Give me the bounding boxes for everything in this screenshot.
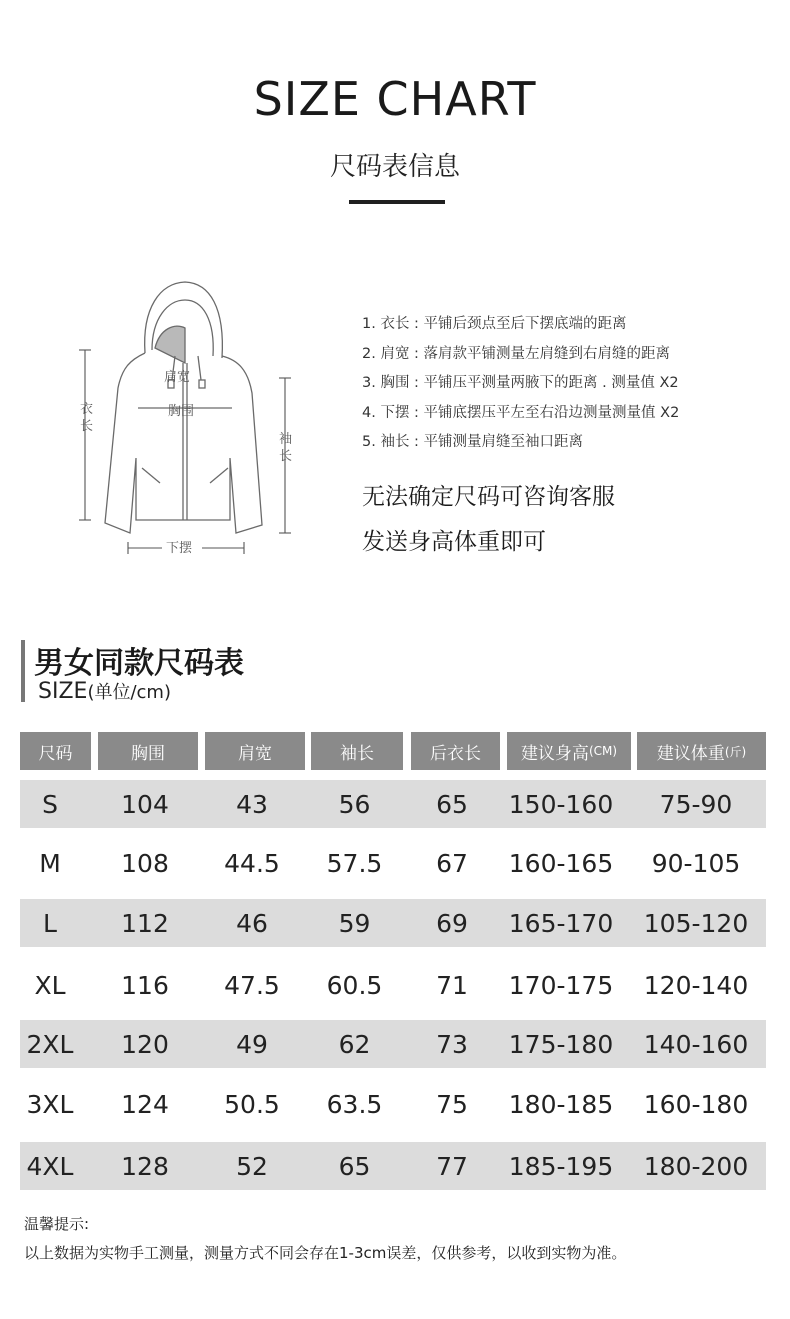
cell-length: 73 <box>436 1029 468 1059</box>
label-hem: 下摆 <box>166 541 193 556</box>
table-row <box>20 899 766 947</box>
note-item: 4. 下摆 : 平铺底摆压平左至右沿边测量测量值 X2 <box>362 404 680 421</box>
cell-size: XL <box>34 970 66 1000</box>
table-row <box>20 1020 766 1068</box>
cell-height: 165-170 <box>508 908 614 938</box>
cell-size: M <box>39 848 61 878</box>
cell-weight: 140-160 <box>643 1029 749 1059</box>
cell-chest: 124 <box>121 1089 169 1119</box>
cell-height: 180-185 <box>508 1089 614 1119</box>
cell-weight: 90-105 <box>651 848 741 878</box>
header-chest: 胸围 <box>98 732 198 770</box>
header-height: 建议身高 (CM) <box>507 732 631 770</box>
cell-length: 77 <box>436 1151 468 1181</box>
table-row <box>20 1142 766 1190</box>
jacket-diagram <box>60 268 310 568</box>
label-chest: 胸围 <box>168 404 195 419</box>
header-weight: 建议体重 (斤) <box>637 732 766 770</box>
cell-height: 150-160 <box>508 789 614 819</box>
cell-weight: 75-90 <box>659 789 733 819</box>
table-row <box>20 961 766 1009</box>
cell-shoulder: 44.5 <box>224 848 280 878</box>
cell-length: 65 <box>436 789 468 819</box>
cell-height: 160-165 <box>508 848 614 878</box>
cell-weight: 160-180 <box>643 1089 749 1119</box>
cell-chest: 116 <box>121 970 169 1000</box>
cell-sleeve: 57.5 <box>326 848 383 878</box>
table-row <box>20 839 766 887</box>
cell-weight: 120-140 <box>643 970 749 1000</box>
table-row <box>20 780 766 828</box>
note-item: 1. 衣长 : 平铺后颈点至后下摆底端的距离 <box>362 316 627 332</box>
note-item: 2. 肩宽 : 落肩款平铺测量左肩缝到右肩缝的距离 <box>362 345 671 362</box>
note-item: 5. 袖长 : 平铺测量肩缝至袖口距离 <box>362 434 584 450</box>
cell-weight: 105-120 <box>643 908 749 938</box>
section-title: 男女同款尺码表 <box>34 646 244 681</box>
cell-size: L <box>43 908 57 938</box>
cell-size: 3XL <box>26 1089 74 1119</box>
cell-shoulder: 46 <box>236 908 268 938</box>
cell-chest: 104 <box>121 789 169 819</box>
header-length: 后衣长 <box>411 732 500 770</box>
label-sleeve-1: 袖 <box>279 432 293 447</box>
cell-shoulder: 43 <box>236 789 268 819</box>
unit-label: (单位/cm) <box>87 682 171 703</box>
cell-shoulder: 50.5 <box>224 1089 280 1119</box>
notice-line-2: 发送身高体重即可 <box>362 529 546 555</box>
cell-chest: 120 <box>121 1029 169 1059</box>
label-shoulder: 肩宽 <box>164 370 191 385</box>
cell-size: S <box>42 789 58 819</box>
cell-size: 4XL <box>26 1151 74 1181</box>
label-length-1: 衣 <box>80 402 94 417</box>
cell-sleeve: 65 <box>338 1151 371 1181</box>
section-subtitle <box>38 678 171 704</box>
note-item: 3. 胸围 : 平铺压平测量两腋下的距离 . 测量值 X2 <box>362 375 679 391</box>
header-shoulder: 肩宽 <box>205 732 305 770</box>
cell-chest: 112 <box>121 908 169 938</box>
cell-shoulder: 47.5 <box>224 970 280 1000</box>
cell-sleeve: 63.5 <box>326 1089 383 1119</box>
cell-sleeve: 59 <box>338 908 371 938</box>
cell-height: 185-195 <box>508 1151 614 1181</box>
cell-length: 69 <box>436 908 468 938</box>
cell-size: 2XL <box>26 1029 74 1059</box>
section-bar <box>21 640 25 702</box>
page-subtitle: 尺码表信息 <box>329 152 460 182</box>
cell-length: 75 <box>436 1089 468 1119</box>
title-underline <box>349 200 445 204</box>
header-size: 尺码 <box>20 732 91 770</box>
cell-shoulder: 49 <box>236 1029 268 1059</box>
tips-text: 以上数据为实物手工测量，测量方式不同会存在1-3cm误差，仅供参考，以收到实物为准。 <box>24 1244 627 1262</box>
measurement-notes <box>362 310 679 458</box>
cell-length: 71 <box>436 970 468 1000</box>
cell-sleeve: 56 <box>338 789 371 819</box>
notice-line-1: 无法确定尺码可咨询客服 <box>362 484 615 510</box>
cell-chest: 108 <box>121 848 169 878</box>
page-title: SIZE CHART <box>253 72 537 126</box>
cell-length: 67 <box>436 848 468 878</box>
cell-height: 170-175 <box>508 970 614 1000</box>
cell-chest: 128 <box>121 1151 169 1181</box>
tips-label: 温馨提示: <box>24 1215 90 1233</box>
cell-weight: 180-200 <box>643 1151 749 1181</box>
header-sleeve: 袖长 <box>311 732 403 770</box>
table-row <box>20 1080 766 1128</box>
label-sleeve-2: 长 <box>279 449 293 464</box>
label-length-2: 长 <box>80 419 94 434</box>
cell-sleeve: 60.5 <box>326 970 383 1000</box>
size-label: SIZE <box>38 679 88 704</box>
cell-sleeve: 62 <box>338 1029 371 1059</box>
cell-height: 175-180 <box>508 1029 614 1059</box>
cell-shoulder: 52 <box>236 1151 268 1181</box>
